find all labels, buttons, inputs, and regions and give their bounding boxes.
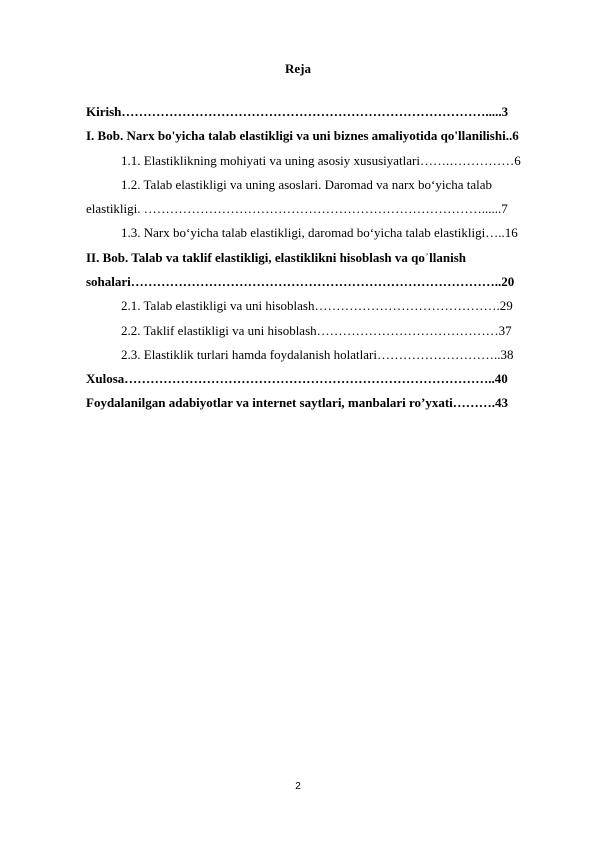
page-title: Reja — [285, 61, 311, 76]
toc-entry-intro: Kirish………………………………………………………………………….....3 — [86, 104, 509, 119]
toc-entry-chapter-1: I. Bob. Narx bo'yicha talab elastikligi va uni biznes amaliyotida qo'llanilishi..6 — [86, 128, 519, 143]
toc-entry-1-1: 1.1. Elastiklikning mohiyati va uning asosiy xususiyatlari…….……………6 — [121, 153, 521, 168]
toc-entry-2-3: 2.3. Elastiklik turlari hamda foydalanish holatlari………………………..38 — [121, 347, 514, 362]
toc-entry-references: Foydalanilgan adabiyotlar va internet saytlari, manbalari ro’yxati……….43 — [86, 395, 509, 410]
toc-entry-conclusion: Xulosa…………………………………………………………………………..40 — [86, 371, 508, 386]
toc-entry-1-2-continuation: elastikligi. ……………………………………………………………………......7 — [86, 201, 508, 216]
toc-entry-chapter-2-continuation: sohalari…………………………………………………………………………..20 — [86, 274, 515, 289]
toc-entry-2-2: 2.2. Taklif elastikligi va uni hisoblash……………………………………37 — [121, 323, 512, 338]
toc-entry-2-1: 2.1. Talab elastikligi va uni hisoblash…………………………………….29 — [121, 298, 513, 313]
page-number: 2 — [295, 781, 301, 792]
toc-entry-1-3: 1.3. Narx bo‘yicha talab elastikligi, daromad bo‘yicha talab elastikligi…..16 — [121, 225, 518, 240]
toc-entry-chapter-2: II. Bob. Talab va taklif elastikligi, elastiklikni hisoblash va qoʾllanish — [86, 250, 467, 265]
toc-entry-1-2: 1.2. Talab elastikligi va uning asoslari. Daromad va narx bo‘yicha talab — [121, 177, 493, 192]
